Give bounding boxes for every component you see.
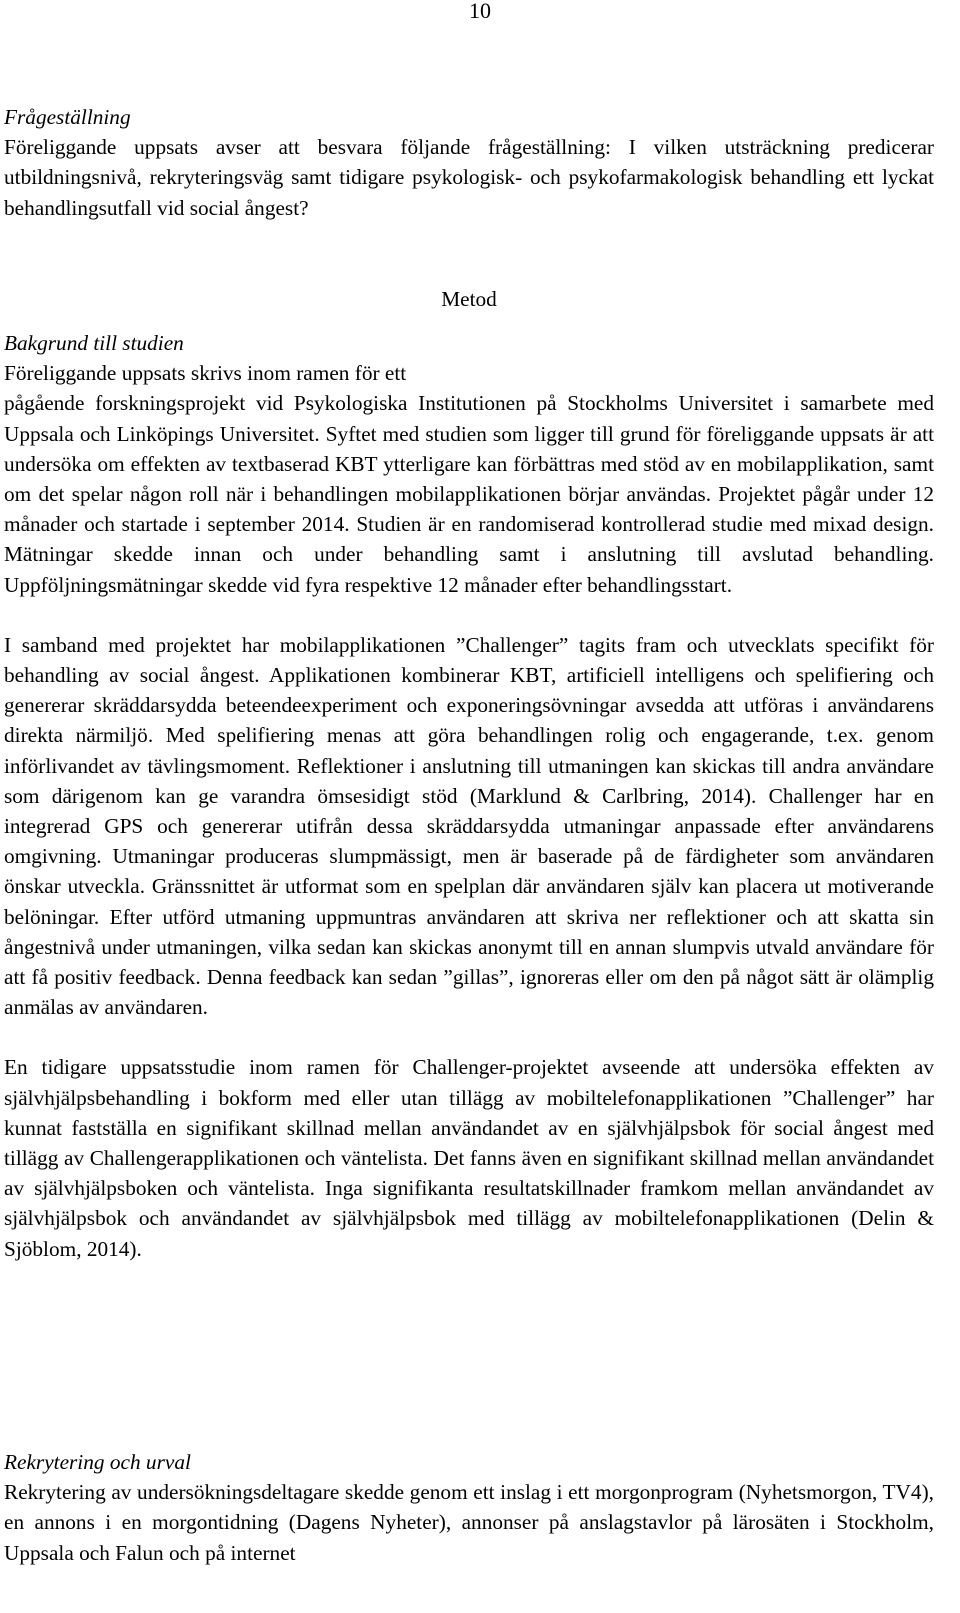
paragraph-tidigare-studie: En tidigare uppsatsstudie inom ramen för Challenger-projektet avseende att undersöka effekten av självhjälpsbehandling i bokform med eller utan tillägg av mobiltelefonapplikationen ”Challenger” har kunnat fastställa en signifikant skillnad mellan användandet av en självhjälpsbok för social ångest med tillägg av Challengerapplikationen och väntelista. Det fanns även en signifikant skillnad mellan användandet av självhjälpsboken och väntelista. Inga signifikanta resultatskillnader framkom mellan användandet av självhjälpsbok och användandet av självhjälpsbok med tillägg av mobiltelefonapplikationen (Delin & Sjöblom, 2014).: [4, 1055, 934, 1261]
paragraph-bakgrund-first-line: Föreliggande uppsats skrivs inom ramen för ett: [4, 361, 407, 386]
paragraph-challenger: I samband med projektet har mobilapplikationen ”Challenger” tagits fram och utvecklats specifikt för behandling av social ångest. Applikationen kombinerar KBT, artificiell intelligens och spelifiering och genererar skräddarsydda beteendeexperiment och exponeringsövningar avsedda att utföras i användarens direkta närmiljö. Med spelifiering menas att göra behandlingen rolig och engagerande, t.ex. genom införlivandet av tävlingsmoment. Reflektioner i anslutning till utmaningen kan skickas till andra användare som därigenom kan ge varandra ömsesidigt stöd (Marklund & Carlbring, 2014). Challenger har en integrerad GPS och genererar utifrån dessa skräddarsydda utmaningar anpassade efter användarens omgivning. Utmaningar produceras slumpmässigt, men är baserade på de färdigheter som användaren önskar utveckla. Gränssnittet är utformat som en spelplan där användaren själv kan placera ut motiverande belöningar. Efter utförd utmaning uppmuntras användaren att skriva ner reflektioner och att skatta sin ångestnivå under utmaningen, vilka sedan kan skickas anonymt till en annan slumpvis utvald användare för att få positiv feedback. Denna feedback kan sedan ”gillas”, ignoreras eller om den på något sätt är olämplig anmälas av användaren.: [4, 632, 934, 1020]
paragraph-fragestallning: Föreliggande uppsats avser att besvara följande frågeställning: I vilken utsträckning predicerar utbildningsnivå, rekryteringsväg samt tidigare psykologisk- och psykofarmakologisk behandling ett lyckat behandlingsutfall vid social ångest?: [4, 135, 934, 220]
section-rekrytering: [4, 1447, 934, 1568]
paragraph-bakgrund: pågående forskningsprojekt vid Psykologiska Institutionen på Stockholms Universitet i samarbete med Uppsala och Linköpings Universitet. Syftet med studien som ligger till grund för föreliggande uppsats är att undersöka om effekten av textbaserad KBT ytterligare kan förbättras med stöd av en mobilapplikation, samt om det spelar någon roll när i behandlingen mobilapplikationen börjar användas. Projektet pågår under 12 månader och startade i september 2014. Studien är en randomiserad kontrollerad studie med mixad design. Mätningar skedde innan och under behandling samt i anslutning till avslutad behandling. Uppföljningsmätningar skedde vid fyra respektive 12 månader efter behandlingsstart.: [4, 391, 934, 597]
heading-bakgrund: Bakgrund till studien: [4, 331, 184, 355]
heading-rekrytering: Rekrytering och urval: [4, 1450, 191, 1474]
paragraph-rekrytering: Rekrytering av undersökningsdeltagare skedde genom ett inslag i ett morgonprogram (Nyhetsmorgon, TV4), en annons i en morgontidning (Dagens Nyheter), annonser på anslagstavlor på lärosäten i Stockholm, Uppsala och Falun och på internet: [4, 1480, 934, 1565]
heading-fragestallning: Frågeställning: [4, 105, 131, 129]
page-number: 10: [469, 0, 491, 23]
section-fragestallning: [4, 102, 934, 223]
heading-metod: Metod: [441, 287, 497, 311]
section-metod: [4, 284, 934, 314]
section-bakgrund: [4, 328, 934, 1264]
